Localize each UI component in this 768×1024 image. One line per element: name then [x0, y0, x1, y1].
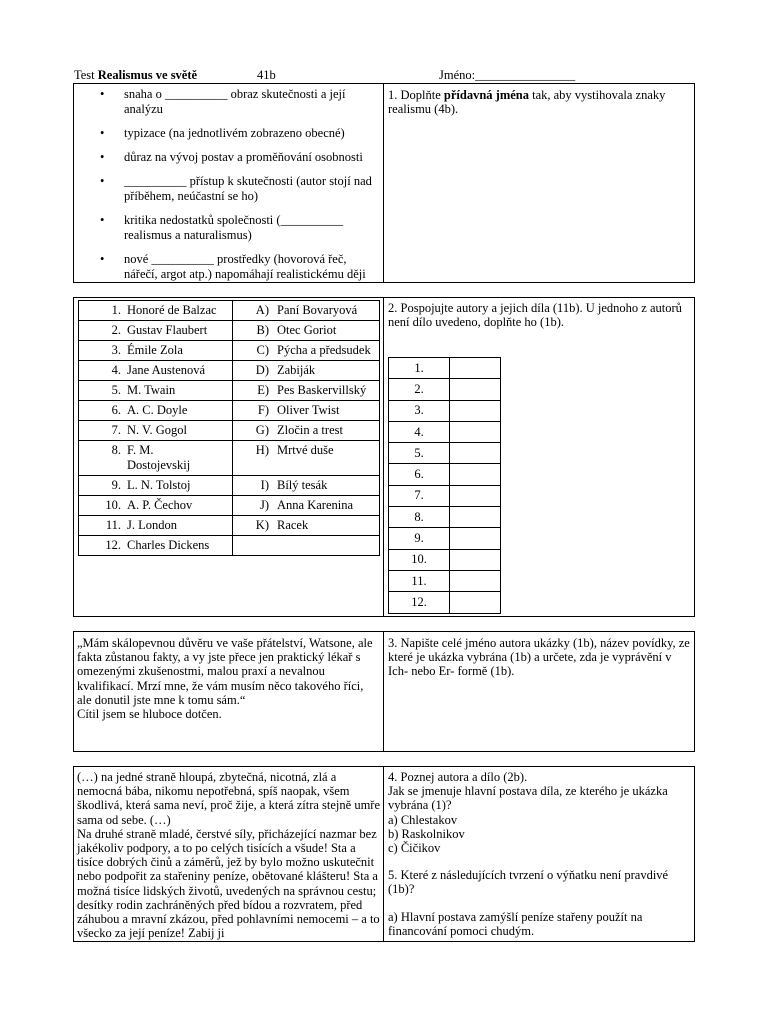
- work-title: Bílý tesák: [277, 478, 328, 492]
- task5-text: 5. Které z následujících tvrzení o výňatku není pravdivé (1b)?: [388, 868, 669, 897]
- work-title: Mrtvé duše: [277, 443, 334, 457]
- answer-row: [389, 592, 501, 613]
- answer-row: [389, 464, 501, 485]
- author-cell: [79, 476, 233, 496]
- excerpt-dostoevsky: (…) na jedné straně hloupá, zbytečná, nicotná, zlá a nemocná bába, nikomu nepotřebná, spíš naopak, všem škodlivá, která sama neví, proč žije, a která zítra stejně umře sama od sebe. (…) Na druhé straně mladé, čerstvé síly, přicházející nazmar bez jakékoliv podpory, a to po celých tisících a všude! Sta a tisíce dobrých činů a záměrů, jež by bylo možno uskutečnit nebo podpořit za stařeniny peníze, obětované klášteru! Sta a možná tisíce lidských životů, uvedených na správnou cestu; desítky rodin zachráněných před bídou a rozvratem, před záhubou a mravní zkázou, před pohlavními nemocemi – a to všecko za její peníze! Zabij ji: [77, 770, 380, 941]
- section3-divider: [383, 631, 384, 752]
- work-cell: [233, 536, 380, 556]
- work-title: Racek: [277, 518, 309, 532]
- work-letter: E): [257, 383, 269, 397]
- author-name: Émile Zola: [127, 343, 183, 357]
- author-name: N. V. Gogol: [127, 423, 187, 437]
- author-cell: [79, 321, 233, 341]
- task5-option-a: a) Hlavní postava zamýšlí peníze stařeny použít na financování pomoci chudým.: [388, 910, 643, 939]
- author-number: 2.: [111, 323, 121, 337]
- answer-blank[interactable]: [450, 443, 501, 464]
- answer-number: 5.: [389, 443, 450, 464]
- work-title: Oliver Twist: [277, 403, 340, 417]
- test-title: Realismus ve světě: [97, 68, 198, 82]
- answer-number: 12.: [389, 592, 450, 613]
- work-cell: [233, 401, 380, 421]
- table-row: [79, 536, 380, 556]
- author-cell: [79, 301, 233, 321]
- excerpt-doyle: „Mám skálopevnou důvěru ve vaše přátelství, Watsone, ale fakta zůstanou fakty, a vy jste přece jen praktický lékař s omezenými zkušenostmi, malou praxí a nevalnou kvalifikací. Mrzí mne, že vám musím něco takového říci, ale donutil jste mne k tomu sám.“ Cítil jsem se hluboce dotčen.: [77, 636, 373, 722]
- author-number: 1.: [111, 303, 121, 317]
- realism-feature-item: • __________ přístup k skutečnosti (autor stojí nad příběhem, neúčastní se ho): [75, 174, 381, 204]
- work-cell: [233, 441, 380, 476]
- task1-post: tak, aby vystihovala znaky realismu (4b).: [388, 88, 666, 117]
- author-name: A. P. Čechov: [127, 498, 193, 512]
- authors-works-table: [78, 300, 380, 556]
- table-row: [79, 516, 380, 536]
- answer-blank[interactable]: [450, 528, 501, 549]
- work-title: Zločin a trest: [277, 423, 343, 437]
- work-title: Paní Bovaryová: [277, 303, 358, 317]
- answer-blank[interactable]: [450, 358, 501, 379]
- test-header: [74, 68, 197, 83]
- author-number: 3.: [111, 343, 121, 357]
- author-cell: [79, 361, 233, 381]
- author-cell: [79, 441, 233, 476]
- name-field-label: Jméno:________________: [439, 68, 576, 82]
- work-cell: [233, 496, 380, 516]
- work-letter: C): [256, 343, 269, 357]
- author-name: J. London: [127, 518, 177, 532]
- work-cell: [233, 421, 380, 441]
- answer-blank[interactable]: [450, 485, 501, 506]
- work-cell: [233, 301, 380, 321]
- author-name: Jane Austenová: [127, 363, 206, 377]
- work-letter: B): [256, 323, 269, 337]
- work-cell: [233, 516, 380, 536]
- table-row: [79, 496, 380, 516]
- author-number: 4.: [111, 363, 121, 377]
- work-title: Anna Karenina: [277, 498, 354, 512]
- answer-number: 8.: [389, 507, 450, 528]
- author-number: 10.: [105, 498, 121, 512]
- answer-row: [389, 528, 501, 549]
- table-row: [79, 321, 380, 341]
- author-cell: [79, 341, 233, 361]
- task1-bold: přídavná jména: [443, 88, 529, 102]
- answer-number: 11.: [389, 570, 450, 591]
- answer-blank[interactable]: [450, 421, 501, 442]
- author-cell: [79, 496, 233, 516]
- table-row: [79, 301, 380, 321]
- author-cell: [79, 536, 233, 556]
- task1-pre: 1. Doplňte: [388, 88, 444, 102]
- answer-blank[interactable]: [450, 570, 501, 591]
- answer-row: [389, 570, 501, 591]
- table-row: [79, 341, 380, 361]
- answer-row: [389, 443, 501, 464]
- author-name: Gustav Flaubert: [127, 323, 208, 337]
- work-letter: H): [255, 443, 269, 457]
- answer-row: [389, 549, 501, 570]
- answer-blank[interactable]: [450, 549, 501, 570]
- answer-row: [389, 379, 501, 400]
- task4-text: 4. Poznej autora a dílo (2b). Jak se jmenuje hlavní postava díla, ze kterého je ukázka vybrána (1)? a) Chlestakov b) Raskolnikov c) Čičikov: [388, 770, 668, 856]
- author-cell: [79, 381, 233, 401]
- work-title: Pes Baskervillský: [277, 383, 367, 397]
- answer-number: 4.: [389, 421, 450, 442]
- task2-text: 2. Pospojujte autory a jejich díla (11b). U jednoho z autorů není dílo uvedeno, doplňte ho (1b).: [388, 301, 682, 330]
- author-number: 7.: [111, 423, 121, 437]
- work-cell: [233, 361, 380, 381]
- work-letter: G): [255, 423, 269, 437]
- answer-number: 9.: [389, 528, 450, 549]
- work-title: Pýcha a předsudek: [277, 343, 371, 357]
- work-letter: D): [255, 363, 269, 377]
- section1-divider: [383, 83, 384, 283]
- task2-answer-table: [388, 357, 501, 614]
- author-name: Charles Dickens: [127, 538, 210, 552]
- work-letter: J): [259, 498, 269, 512]
- answer-number: 1.: [389, 358, 450, 379]
- answer-number: 6.: [389, 464, 450, 485]
- table-row: [79, 476, 380, 496]
- answer-row: [389, 358, 501, 379]
- table-row: [79, 361, 380, 381]
- table-row: [79, 401, 380, 421]
- work-title: Otec Goriot: [277, 323, 337, 337]
- answer-blank[interactable]: [450, 592, 501, 613]
- answer-blank[interactable]: [450, 507, 501, 528]
- author-name: A. C. Doyle: [127, 403, 188, 417]
- section4-divider: [383, 766, 384, 942]
- work-cell: [233, 321, 380, 341]
- table-row: [79, 381, 380, 401]
- test-prefix: Test: [74, 68, 98, 82]
- work-title: Zabiják: [277, 363, 316, 377]
- work-letter: K): [255, 518, 269, 532]
- work-letter: F): [257, 403, 269, 417]
- section2-divider: [383, 297, 384, 617]
- author-number: 11.: [105, 518, 121, 532]
- realism-feature-item: • kritika nedostatků společnosti (__________ realismus a naturalismus): [75, 213, 381, 243]
- work-cell: [233, 381, 380, 401]
- table-row: [79, 421, 380, 441]
- work-letter: A): [255, 303, 269, 317]
- answer-number: 3.: [389, 400, 450, 421]
- answer-row: [389, 485, 501, 506]
- answer-blank[interactable]: [450, 464, 501, 485]
- realism-feature-item: • nové __________ prostředky (hovorová řeč, nářečí, argot atp.) napomáhají realistickému ději: [75, 252, 381, 282]
- author-number: 6.: [111, 403, 121, 417]
- answer-row: [389, 421, 501, 442]
- answer-blank[interactable]: [450, 400, 501, 421]
- author-number: 12.: [105, 538, 121, 552]
- answer-row: [389, 507, 501, 528]
- work-letter: I): [260, 478, 269, 492]
- realism-features: [75, 87, 381, 291]
- work-cell: [233, 476, 380, 496]
- answer-number: 7.: [389, 485, 450, 506]
- answer-number: 10.: [389, 549, 450, 570]
- answer-row: [389, 400, 501, 421]
- test-score: 41b: [257, 68, 276, 82]
- answer-number: 2.: [389, 379, 450, 400]
- realism-feature-item: • snaha o __________ obraz skutečnosti a její analýzu: [75, 87, 381, 117]
- task1-text: [388, 88, 690, 116]
- table-row: [79, 441, 380, 476]
- author-cell: [79, 401, 233, 421]
- realism-feature-item: • typizace (na jednotlivém zobrazeno obecné): [75, 126, 381, 141]
- work-cell: [233, 341, 380, 361]
- author-number: 8.: [111, 443, 121, 457]
- author-number: 5.: [111, 383, 121, 397]
- author-name: F. M. Dostojevskij: [127, 443, 191, 472]
- author-cell: [79, 421, 233, 441]
- author-cell: [79, 516, 233, 536]
- author-name: M. Twain: [127, 383, 176, 397]
- author-name: L. N. Tolstoj: [127, 478, 191, 492]
- task3-text: 3. Napište celé jméno autora ukázky (1b), název povídky, ze které je ukázka vybrána (1b) a určete, zda je vyprávění v Ich- nebo Er- formě (1b).: [388, 636, 690, 679]
- author-number: 9.: [111, 478, 121, 492]
- realism-feature-item: • důraz na vývoj postav a proměňování osobnosti: [75, 150, 381, 165]
- author-name: Honoré de Balzac: [127, 303, 217, 317]
- answer-blank[interactable]: [450, 379, 501, 400]
